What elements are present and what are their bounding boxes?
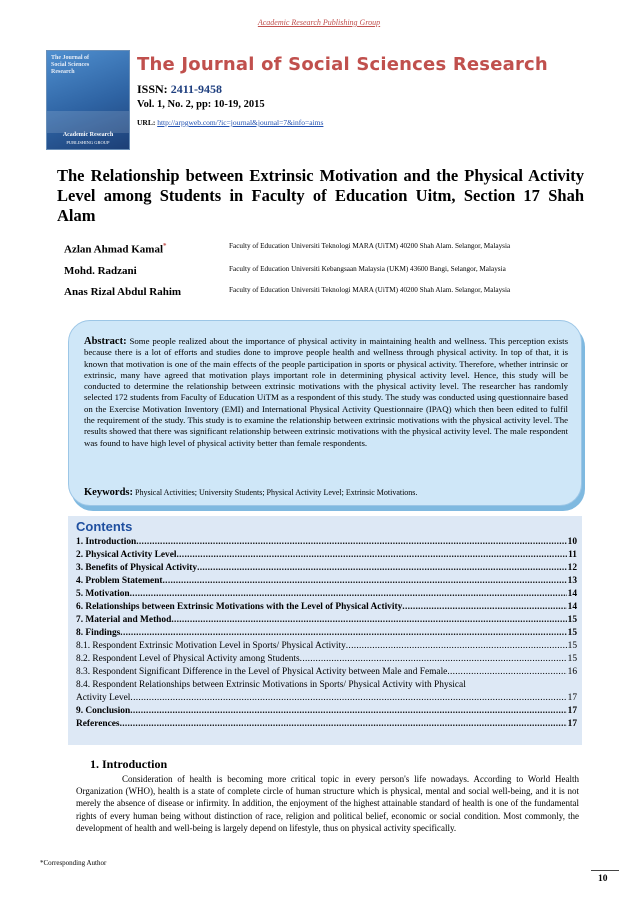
toc-item-introduction[interactable]: 1. Introduction ..... 10 (76, 536, 577, 548)
toc-item-8-4-line2[interactable]: Activity Level ..... 17 (76, 692, 577, 704)
keywords-text: Physical Activities; University Students; Physical Activity Level; Extrinsic Motivations. (135, 488, 418, 497)
abstract-label: Abstract: (84, 336, 127, 347)
journal-url: URL: http://arpgweb.com/?ic=journal&journal=7&info=aims (137, 118, 324, 127)
footer-rule (591, 870, 619, 871)
affiliation-3: Faculty of Education Universiti Teknologi MARA (UiTM) 40200 Shah Alam. Selangor, Malaysia (229, 286, 511, 294)
publisher-header[interactable]: Academic Research Publishing Group (257, 18, 381, 27)
page-number: 10 (598, 874, 608, 884)
toc-item-benefits[interactable]: 3. Benefits of Physical Activity ..... 12 (76, 562, 577, 574)
journal-url-link[interactable]: http://arpgweb.com/?ic=journal&journal=7&info=aims (157, 118, 324, 127)
toc-item-physical-activity-level[interactable]: 2. Physical Activity Level ..... 11 (76, 549, 577, 561)
toc-item-findings[interactable]: 8. Findings ..... 15 (76, 627, 577, 639)
toc-item-relationships[interactable]: 6. Relationships between Extrinsic Motivations with the Level of Physical Activity ..... 14 (76, 601, 577, 613)
keywords-label: Keywords: (84, 487, 133, 498)
affiliation-2: Faculty of Education Universiti Kebangsaan Malaysia (UKM) 43600 Bangi, Selangor, Malaysia (229, 265, 506, 273)
toc-item-8-4-line1[interactable]: 8.4. Respondent Relationships between Extrinsic Motivations in Sports/ Physical Activity with Physical (76, 680, 466, 690)
corresponding-mark: * (163, 242, 167, 250)
journal-title: The Journal of Social Sciences Research (137, 54, 548, 75)
toc-item-8-2[interactable]: 8.2. Respondent Level of Physical Activity among Students ..... 15 (76, 653, 577, 665)
toc-item-motivation[interactable]: 5. Motivation ..... 14 (76, 588, 577, 600)
keywords (84, 487, 568, 498)
introduction-paragraph: Consideration of health is becoming more critical topic in every person's life nowadays. According to World Health Organization (WHO), health is a state of complete circle of human structure which is physical, mental and social well-being, and it is not merely the absence of disease or infirmity. In addition, the enjoyment of the highest attainable standard of health is one of the fundamental rights of every human being without distinction of race, religion and political belief, economic or social condition. Most commonly, the development of health and well-being is largely depend on lifestyle, thus on physical activity specifically. (76, 774, 579, 833)
toc-item-problem-statement[interactable]: 4. Problem Statement ..... 13 (76, 575, 577, 587)
toc-item-references[interactable]: References ..... 17 (76, 718, 577, 730)
abstract-text: Some people realized about the importance of physical activity in maintaining health and wellness. This perception exists because there is a lot of efforts and studies done to improve people health and wellness through physical activity. In top of that, it is known that motivation is one of the main effects of the people participation in sports or physical activity. Therefore, whether intrinsic or extrinsic, many have agreed that motivation plays important role in determining physical activity level. Hence, this study will be conducted to determine the relationship between extrinsic motivations with the physical activity level. The researcher has randomly selected 172 students from Faculty of Education UiTM as a respondent of this study. The study was conducted using questionnaire based on the Exercise Motivation Inventory (EMI) and International Physical Activity Questionnaire (IPAQ) which then been edited to fulfil the requirement of the study. This study is to examine the relationship between extrinsic motivations with the physical activity level. The results showed that there was significant relationship between extrinsic motivations with the physical activity level. The male respondent was found to have high level of physical activity better than female respondents. (84, 336, 568, 448)
author-3: Anas Rizal Abdul Rahim (64, 286, 182, 298)
contents-title: Contents (76, 519, 133, 534)
cover-logo: Academic Research PUBLISHING GROUP (62, 132, 114, 145)
toc-item-material-method[interactable]: 7. Material and Method ..... 15 (76, 614, 577, 626)
paper-title: The Relationship between Extrinsic Motivation and the Physical Activity Level among Students in Faculty of Education Uitm, Section 17 Shah Alam (57, 166, 584, 225)
cover-band (47, 111, 129, 133)
affiliation-1: Faculty of Education Universiti Teknologi MARA (UiTM) 40200 Shah Alam. Selangor, Malaysia (229, 242, 511, 250)
issn: ISSN: 2411-9458 (137, 82, 223, 96)
toc-item-8-1[interactable]: 8.1. Respondent Extrinsic Motivation Level in Sports/ Physical Activity ..... 15 (76, 640, 577, 652)
toc-item-8-3[interactable]: 8.3. Respondent Significant Difference in the Level of Physical Activity between Male and Female ..... 16 (76, 666, 577, 678)
author-2: Mohd. Radzani (64, 265, 137, 277)
section-heading-introduction: 1. Introduction (90, 757, 168, 771)
abstract (84, 336, 568, 449)
toc-item-conclusion[interactable]: 9. Conclusion ..... 17 (76, 705, 577, 717)
author-1: Azlan Ahmad Kamal* (64, 242, 167, 256)
issn-number: 2411-9458 (170, 82, 223, 96)
volume-info: Vol. 1, No. 2, pp: 10-19, 2015 (137, 99, 265, 110)
cover-title: The Journal of Social Sciences Research (51, 55, 90, 75)
footnote: *Corresponding Author (40, 859, 107, 867)
journal-cover-image (46, 50, 130, 150)
